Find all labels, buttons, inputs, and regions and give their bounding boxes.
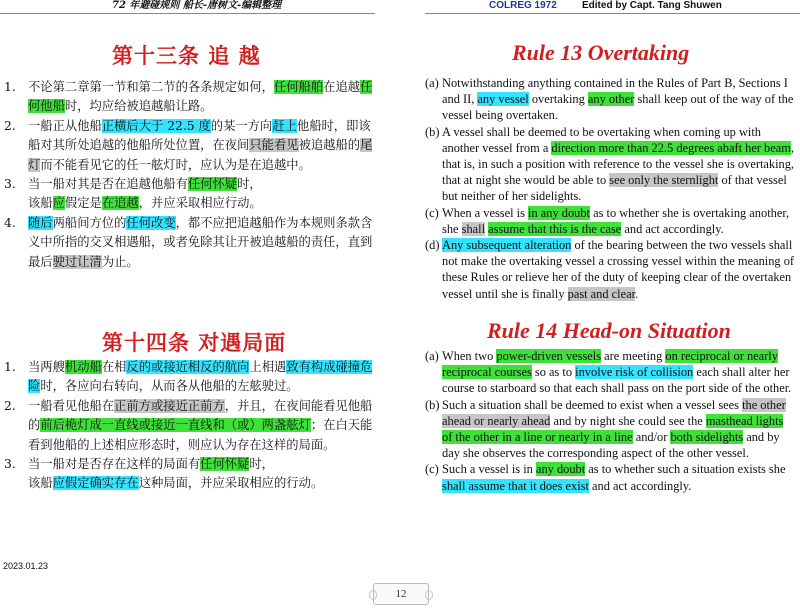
highlight: 任何船舶 bbox=[273, 80, 324, 94]
highlight: direction more than 22.5 degrees abaft her beam bbox=[551, 140, 791, 155]
rule13-en-para-a: (a) Notwithstanding anything contained in the Rules of Part B, Sections I and II, any vessel overtaking any other shall keep out of the way of the vessel being overtaken. bbox=[425, 76, 794, 123]
rule14-en-para-a: (a) When two power-driven vessels are meeting on reciprocal or nearly reciprocal courses so as to involve risk of collision each shall alter her course to starboard so that each shall pass on the port side of the other. bbox=[425, 349, 792, 396]
rule14-zh-para-2: 2. 一船看见他船在正前方或接近正前方，并且，在夜间能看见他船的前后桅灯成一直线或接近一直线和（或）两盏舷灯；在白天能看到他船的上述相应形态时，则应认为存在这样的局面。 bbox=[4, 398, 373, 452]
rule13-title-en: Rule 13 Overtaking bbox=[512, 40, 690, 65]
header-right-title: Edited by Capt. Tang Shuwen bbox=[582, 0, 722, 11]
para-number: 4. bbox=[4, 215, 16, 230]
rule14-body-en bbox=[425, 348, 795, 494]
rule14-body-zh bbox=[0, 358, 375, 494]
highlight: the other ahead or nearly ahead bbox=[442, 397, 786, 428]
highlight: both sidelights bbox=[670, 430, 744, 445]
para-label: (d) bbox=[425, 238, 440, 253]
rule13-zh-para-3: 3. 当一船对其是否在追越他船有任何怀疑时， 该船应假定是在追越，并应采取相应行动。 bbox=[4, 177, 262, 211]
rule14-title-en: Rule 14 Head-on Situation bbox=[487, 318, 731, 343]
para-label: (a) bbox=[425, 76, 439, 90]
highlight: any other bbox=[587, 92, 635, 107]
rule13-en-para-c: (c) When a vessel is in any doubt as to whether she is overtaking another, she shall assume that this is the case and act accordingly. bbox=[425, 205, 790, 236]
rule14-title-zh: 第十四条 对遇局面 bbox=[102, 330, 287, 355]
highlight: in any doubt bbox=[528, 205, 590, 220]
highlight: power-driven vessels bbox=[496, 349, 602, 363]
highlight: 致有构成碰撞危险 bbox=[28, 360, 373, 394]
header-rule-right bbox=[425, 13, 800, 14]
rule14-en-para-b: (b) Such a situation shall be deemed to exist when a vessel sees the other ahead or nearly ahead and by night she could see the masthead lights of the other in a line or nearly in a line and/or both sidelights and by day she observes the corresponding aspect of the other vessel. bbox=[425, 397, 786, 461]
highlight: see only the sternlight bbox=[609, 173, 719, 188]
rule14-zh-para-1: 1. 当两艘机动船在相反的或接近相反的航向上相遇致有构成碰撞危险时，各应向右转向，从而各从他船的左舷驶过。 bbox=[4, 360, 373, 394]
footer-date: 2023.01.23 bbox=[3, 561, 49, 571]
para-number: 1. bbox=[4, 360, 16, 374]
para-number: 1. bbox=[4, 80, 16, 94]
rule13-body-en bbox=[425, 75, 795, 302]
para-number: 2. bbox=[4, 118, 16, 133]
highlight: 正前方或接近正前方 bbox=[114, 398, 225, 413]
highlight: 任何他船 bbox=[28, 80, 373, 114]
para-number: 2. bbox=[4, 398, 16, 413]
rule14-zh-para-3: 3. 当一船对是否存在这样的局面有任何怀疑时， 该船应假定确实存在这种局面，并应采取相应的行动。 bbox=[4, 457, 324, 491]
para-label: (c) bbox=[425, 462, 439, 477]
highlight: 机动船 bbox=[64, 360, 102, 374]
highlight: assume that this is the case bbox=[488, 221, 622, 236]
highlight: any vessel bbox=[477, 92, 529, 107]
highlight: 任何怀疑 bbox=[187, 177, 238, 192]
rule13-zh-para-2: 2. 一船正从他船正横后大于 22.5 度的某一方向赶上他船时，即该船对其所处追越的他船所处位置，在夜间只能看见被追越船的尾灯而不能看见它的任一舷灯时，应认为是在追越中。 bbox=[4, 118, 373, 172]
highlight: 反的或接近相反的航向 bbox=[126, 360, 250, 374]
highlight: 赶上 bbox=[272, 118, 297, 133]
rule13-title-zh: 第十三条 追 越 bbox=[112, 43, 261, 68]
header-center-title: COLREG 1972 bbox=[489, 0, 557, 11]
highlight: shall assume that it does exist bbox=[442, 478, 589, 493]
highlight: 任何怀疑 bbox=[200, 457, 250, 472]
rule13-zh-para-4: 4. 随后两船间方位的任何改变，都不应把追越船作为本规则条款含义中所指的交叉相遇船，或者免除其让开被追越船的责任，直到最后驶过让清为止。 bbox=[4, 215, 373, 269]
para-number: 3. bbox=[4, 457, 16, 472]
para-label: (b) bbox=[425, 124, 440, 139]
highlight: masthead lights of the other in a line or nearly in a line bbox=[442, 413, 784, 445]
rule14-en-para-c: (c) Such a vessel is in any doubt as to whether such a situation exists she shall assume that it does exist and act accordingly. bbox=[425, 462, 786, 493]
highlight: 正横后大于 22.5 度 bbox=[101, 118, 211, 133]
para-label: (a) bbox=[425, 349, 439, 363]
highlight: shall bbox=[461, 221, 486, 236]
highlight: involve risk of collision bbox=[575, 365, 694, 380]
highlight: 在追越 bbox=[101, 196, 139, 211]
header-rule-left bbox=[0, 13, 375, 14]
rule13-zh-para-1: 1. 不论第二章第一节和第二节的各条规定如何，任何船舶在追越任何他船时，均应给被追越船让路。 bbox=[4, 80, 373, 114]
para-number: 3. bbox=[4, 177, 16, 192]
header-left-title: 72 年避碰规则 船长-唐树文-编辑整理 bbox=[112, 0, 282, 11]
highlight: 随后 bbox=[28, 215, 53, 230]
highlight: 只能看见 bbox=[249, 138, 299, 153]
highlight: Any subsequent alteration bbox=[442, 238, 572, 253]
highlight: 驶过让清 bbox=[52, 254, 102, 269]
highlight: 应假定确实存在 bbox=[52, 476, 139, 491]
highlight: 应 bbox=[52, 196, 65, 211]
highlight: any doubt bbox=[535, 462, 586, 477]
highlight: 前后桅灯成一直线或接近一直线和（或）两盏舷灯 bbox=[40, 418, 311, 433]
rule13-en-para-d: (d) Any subsequent alteration of the bearing between the two vessels shall not make the overtaking vessel a crossing vessel within the meaning of these Rules or relieve her of the duty of keeping clear of the overtaken vessel until she is finally past and clear. bbox=[425, 238, 795, 301]
highlight: on reciprocal or nearly reciprocal courses bbox=[442, 349, 778, 380]
rule13-en-para-b: (b) A vessel shall be deemed to be overtaking when coming up with another vessel from a direction more than 22.5 degrees abaft her beam, that is, in such a position with reference to the vessel she is overtaking, that at night she would be able to see only the sternlight of that vessel but neither of her sidelights. bbox=[425, 124, 795, 204]
highlight: 尾灯 bbox=[28, 138, 373, 172]
rule13-body-zh bbox=[0, 78, 375, 272]
para-label: (b) bbox=[425, 397, 440, 412]
para-label: (c) bbox=[425, 205, 439, 220]
highlight: past and clear bbox=[567, 286, 636, 301]
highlight: 任何改变 bbox=[126, 215, 176, 230]
page-number: 12 bbox=[373, 583, 429, 605]
